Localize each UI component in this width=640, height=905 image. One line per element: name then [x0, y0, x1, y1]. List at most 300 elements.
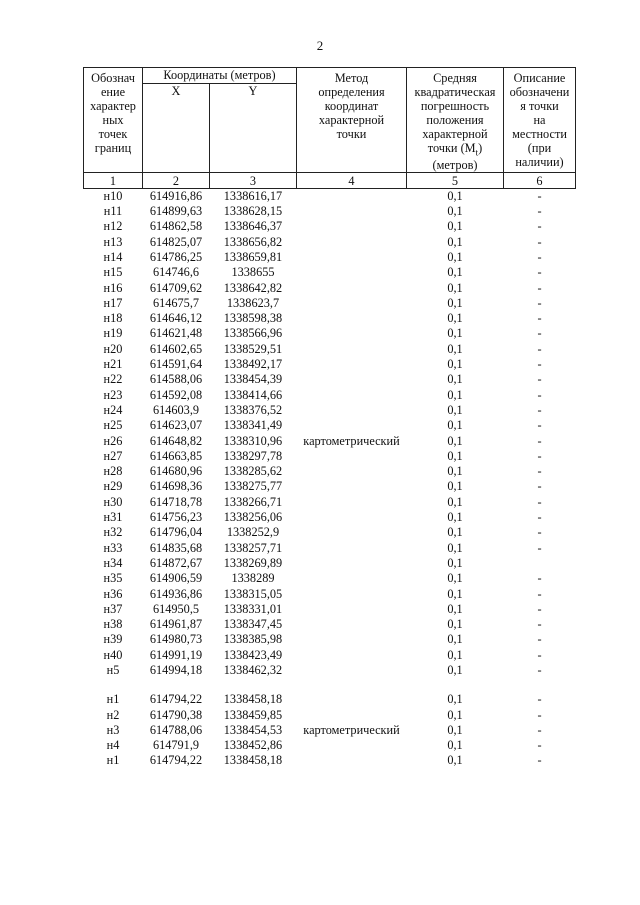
cell-method	[297, 388, 407, 403]
cell-description: -	[537, 525, 542, 540]
cell-point-id: н35	[103, 571, 123, 586]
table-row	[84, 403, 576, 418]
cell-coord-y: 1338454,53	[223, 722, 283, 737]
method-header-line: координат	[324, 99, 379, 114]
cell-point-id: н39	[103, 632, 123, 647]
cell-description: -	[537, 341, 542, 356]
cell-coord-y: 1338266,71	[223, 494, 283, 509]
cell-description: -	[537, 204, 542, 219]
description-header-line: обозначени	[509, 85, 570, 100]
cell-error-value: 0,1	[447, 540, 463, 555]
table-row	[84, 525, 576, 540]
cell-description: -	[537, 663, 542, 677]
cell-coord-x: 614646,12	[149, 311, 203, 326]
cell-point-id: н20	[103, 341, 123, 356]
cell-description: -	[537, 722, 542, 737]
cell-coord-y: 1338529,51	[223, 341, 283, 356]
cell-method	[297, 510, 407, 525]
cell-coord-y: 1338659,81	[223, 249, 283, 264]
table-row	[84, 464, 576, 479]
cell-error-value: 0,1	[447, 464, 463, 479]
cell-error-value: 0,1	[447, 510, 463, 525]
cell-point-id: н27	[103, 448, 123, 463]
cell-coord-y: 1338376,52	[223, 402, 283, 417]
cell-method	[297, 342, 407, 357]
cell-error-value: 0,1	[447, 341, 463, 356]
error-header-line: Средняя	[433, 71, 477, 85]
header-description	[504, 68, 576, 173]
boundary-points-table	[83, 67, 576, 769]
cell-method	[297, 281, 407, 296]
column-number: 6	[504, 172, 576, 188]
cell-point-id: н34	[103, 555, 123, 570]
cell-point-id: н22	[103, 372, 123, 387]
cell-description: -	[537, 311, 542, 326]
cell-description: -	[537, 571, 542, 586]
header-method	[297, 68, 407, 173]
table-row	[84, 571, 576, 586]
method-header-line: точки	[336, 127, 367, 142]
cell-method	[297, 753, 407, 768]
cell-coord-x: 614709,62	[149, 280, 203, 295]
cell-description: -	[537, 372, 542, 387]
cell-coord-x: 614791,9	[152, 738, 200, 753]
cell-description: -	[537, 280, 542, 295]
table-row	[84, 418, 576, 433]
error-header-line: точки $(М_t)$	[427, 141, 483, 158]
cell-error-value: 0,1	[447, 586, 463, 601]
cell-coord-y: 1338459,85	[223, 707, 283, 722]
cell-coord-y: 1338315,05	[223, 586, 283, 601]
cell-description: -	[537, 738, 542, 753]
cell-coord-y: 1338331,01	[223, 601, 283, 616]
cell-description: -	[537, 494, 542, 509]
cell-error-value: 0,1	[447, 357, 463, 372]
designation-header-line: ение	[100, 85, 126, 100]
table-row	[84, 342, 576, 357]
cell-method	[297, 495, 407, 510]
cell-description: -	[537, 249, 542, 264]
description-header-line: я точки	[520, 99, 559, 114]
cell-description: -	[537, 188, 542, 203]
cell-method	[297, 571, 407, 586]
description-header-line: Описание	[513, 71, 566, 85]
cell-error-value: 0,1	[447, 525, 463, 540]
cell-coord-x: 614588,06	[149, 372, 203, 387]
cell-error-value: 0,1	[447, 663, 463, 677]
cell-coord-x: 614680,96	[149, 464, 203, 479]
cell-method	[297, 464, 407, 479]
cell-description: -	[537, 647, 542, 662]
cell-coord-y: 1338310,96	[223, 433, 283, 448]
cell-coord-x: 614591,64	[149, 357, 203, 372]
cell-error-value: 0,1	[447, 722, 463, 737]
cell-description: -	[537, 586, 542, 601]
cell-description: -	[537, 753, 542, 768]
table-row	[84, 708, 576, 723]
table-row	[84, 326, 576, 341]
cell-method	[297, 525, 407, 540]
cell-method	[297, 479, 407, 494]
cell-description: -	[537, 601, 542, 616]
cell-point-id: н1	[106, 753, 120, 768]
cell-description: -	[537, 295, 542, 310]
designation-header-line: Обознач	[91, 71, 135, 85]
cell-method	[297, 418, 407, 433]
cell-error-value: 0,1	[447, 387, 463, 402]
cell-coord-x: 614991,19	[149, 647, 203, 662]
table-row	[84, 510, 576, 525]
header-y: Y	[210, 83, 297, 172]
cell-method	[297, 708, 407, 723]
cell-coord-x: 614835,68	[149, 540, 203, 555]
table-row	[84, 738, 576, 753]
error-header-line: погрешность	[420, 99, 490, 114]
cell-description: -	[537, 402, 542, 417]
cell-point-id: н15	[103, 265, 123, 280]
cell-coord-x: 614794,22	[149, 753, 203, 768]
cell-point-id: н14	[103, 249, 123, 264]
cell-error-value: 0,1	[447, 433, 463, 448]
cell-method	[297, 357, 407, 372]
cell-coord-y: 1338275,77	[223, 479, 283, 494]
header-designation	[84, 68, 143, 173]
cell-coord-y: 1338289	[231, 571, 275, 586]
cell-coord-y: 1338623,7	[226, 295, 280, 310]
cell-coord-x: 614906,59	[149, 571, 203, 586]
table-row	[84, 723, 576, 738]
cell-coord-x: 614899,63	[149, 204, 203, 219]
cell-coord-y: 1338341,49	[223, 418, 283, 433]
cell-error-value: 0,1	[447, 280, 463, 295]
method-header-line: Метод	[334, 71, 369, 85]
cell-coord-y: 1338454,39	[223, 372, 283, 387]
cell-description: -	[537, 387, 542, 402]
designation-header-line: ных	[102, 113, 124, 128]
cell-error-value: 0,1	[447, 448, 463, 463]
cell-coord-x: 614592,08	[149, 387, 203, 402]
cell-error-value: 0,1	[447, 295, 463, 310]
cell-error-value: 0,1	[447, 249, 463, 264]
cell-method	[297, 265, 407, 280]
table-row	[84, 235, 576, 250]
cell-method	[297, 311, 407, 326]
cell-point-id: н1	[106, 692, 120, 707]
column-number: 1	[84, 172, 143, 188]
cell-method	[297, 219, 407, 234]
description-header-line: местности	[512, 127, 567, 142]
cell-method	[297, 738, 407, 753]
cell-description: -	[537, 234, 542, 249]
cell-error-value: 0,1	[447, 738, 463, 753]
header-coordinates: Координаты (метров)	[143, 68, 297, 84]
header-x: X	[143, 83, 210, 172]
cell-coord-x: 614936,86	[149, 586, 203, 601]
cell-point-id: н2	[106, 707, 120, 722]
table-row	[84, 250, 576, 265]
cell-error-value: 0,1	[447, 188, 463, 203]
cell-description: -	[537, 479, 542, 494]
cell-coord-x: 614648,82	[149, 433, 203, 448]
cell-coord-y: 1338646,37	[223, 219, 283, 234]
cell-method: картометрический	[303, 722, 400, 737]
cell-coord-x: 614663,85	[149, 448, 203, 463]
cell-coord-y: 1338462,32	[223, 663, 283, 677]
cell-point-id: н10	[103, 188, 123, 203]
table-row	[84, 204, 576, 219]
cell-coord-y: 1338616,17	[223, 188, 283, 203]
section-gap	[84, 678, 576, 692]
cell-coord-x: 614718,78	[149, 494, 203, 509]
column-number: 2	[143, 172, 210, 188]
cell-point-id: н3	[106, 722, 120, 737]
cell-coord-y: 1338655	[231, 265, 275, 280]
cell-error-value: 0,1	[447, 418, 463, 433]
cell-description: -	[537, 464, 542, 479]
cell-description: -	[537, 357, 542, 372]
cell-coord-y: 1338628,15	[223, 204, 283, 219]
cell-point-id: н36	[103, 586, 123, 601]
cell-coord-x: 614980,73	[149, 632, 203, 647]
cell-error-value: 0,1	[447, 707, 463, 722]
cell-point-id: н40	[103, 647, 123, 662]
cell-coord-y: 1338458,18	[223, 692, 283, 707]
cell-error-value: 0,1	[447, 326, 463, 341]
cell-point-id: н26	[103, 433, 123, 448]
table-row	[84, 188, 576, 204]
cell-point-id: н4	[106, 738, 120, 753]
cell-point-id: н21	[103, 357, 123, 372]
cell-coord-y: 1338297,78	[223, 448, 283, 463]
cell-description: -	[537, 632, 542, 647]
cell-coord-x: 614916,86	[149, 188, 203, 203]
cell-method	[297, 632, 407, 647]
cell-method	[297, 663, 407, 678]
table-row	[84, 692, 576, 707]
cell-error-value: 0,1	[447, 204, 463, 219]
cell-coord-x: 614623,07	[149, 418, 203, 433]
cell-point-id: н32	[103, 525, 123, 540]
cell-coord-y: 1338423,49	[223, 647, 283, 662]
table-row	[84, 753, 576, 768]
cell-coord-x: 614994,18	[149, 663, 203, 677]
cell-point-id: н5	[106, 663, 120, 677]
table-row	[84, 311, 576, 326]
cell-point-id: н25	[103, 418, 123, 433]
cell-description: -	[537, 540, 542, 555]
cell-description: -	[537, 433, 542, 448]
cell-error-value: 0,1	[447, 601, 463, 616]
column-number: 3	[210, 172, 297, 188]
cell-error-value: 0,1	[447, 753, 463, 768]
cell-point-id: н28	[103, 464, 123, 479]
cell-error-value: 0,1	[447, 265, 463, 280]
cell-description: -	[537, 707, 542, 722]
cell-coord-x: 614602,65	[149, 341, 203, 356]
cell-error-value: 0,1	[447, 494, 463, 509]
cell-coord-y: 1338642,82	[223, 280, 283, 295]
cell-coord-x: 614788,06	[149, 722, 203, 737]
description-header-line: на	[533, 113, 546, 128]
cell-point-id: н18	[103, 311, 123, 326]
cell-coord-y: 1338414,66	[223, 387, 283, 402]
cell-point-id: н24	[103, 402, 123, 417]
cell-method	[297, 449, 407, 464]
cell-coord-x: 614862,58	[149, 219, 203, 234]
table-row	[84, 663, 576, 678]
table-row	[84, 449, 576, 464]
header-error	[407, 68, 504, 173]
cell-description: -	[537, 692, 542, 707]
cell-method	[297, 204, 407, 219]
description-header-line: (при	[527, 141, 552, 156]
cell-coord-y: 1338385,98	[223, 632, 283, 647]
table-row	[84, 479, 576, 494]
cell-point-id: н33	[103, 540, 123, 555]
cell-coord-x: 614603,9	[152, 402, 200, 417]
page-number: 2	[316, 38, 324, 53]
cell-method	[297, 296, 407, 311]
cell-coord-y: 1338598,38	[223, 311, 283, 326]
cell-description: -	[537, 448, 542, 463]
table-row	[84, 617, 576, 632]
cell-coord-y: 1338458,18	[223, 753, 283, 768]
cell-error-value: 0,1	[447, 311, 463, 326]
cell-point-id: н12	[103, 219, 123, 234]
cell-method: картометрический	[303, 433, 400, 448]
cell-method	[297, 556, 407, 571]
table-row	[84, 434, 576, 449]
cell-coord-x: 614950,5	[152, 601, 200, 616]
cell-coord-y: 1338252,9	[226, 525, 280, 540]
cell-point-id: н19	[103, 326, 123, 341]
column-number-row	[84, 172, 576, 188]
method-header-line: определения	[318, 85, 385, 100]
cell-description: -	[537, 617, 542, 632]
cell-coord-y: 1338285,62	[223, 464, 283, 479]
description-header-line: наличии)	[515, 155, 564, 170]
cell-error-value: 0,1	[447, 479, 463, 494]
cell-description	[504, 556, 576, 571]
table-row	[84, 296, 576, 311]
cell-coord-x: 614796,04	[149, 525, 203, 540]
cell-coord-x: 614698,36	[149, 479, 203, 494]
cell-error-value: 0,1	[447, 571, 463, 586]
cell-coord-x: 614794,22	[149, 692, 203, 707]
table-row	[84, 648, 576, 663]
table-row	[84, 265, 576, 280]
cell-coord-y: 1338347,45	[223, 617, 283, 632]
cell-coord-y: 1338656,82	[223, 234, 283, 249]
cell-coord-y: 1338492,17	[223, 357, 283, 372]
table-row	[84, 556, 576, 571]
cell-error-value: 0,1	[447, 555, 463, 570]
cell-error-value: 0,1	[447, 219, 463, 234]
cell-point-id: н31	[103, 510, 123, 525]
cell-error-value: 0,1	[447, 234, 463, 249]
cell-method	[297, 326, 407, 341]
table-row	[84, 602, 576, 617]
cell-coord-y: 1338256,06	[223, 510, 283, 525]
cell-coord-x: 614786,25	[149, 249, 203, 264]
cell-coord-y: 1338257,71	[223, 540, 283, 555]
cell-description: -	[537, 265, 542, 280]
cell-point-id: н29	[103, 479, 123, 494]
cell-coord-x: 614825,07	[149, 234, 203, 249]
cell-coord-y: 1338269,89	[223, 555, 283, 570]
cell-point-id: н13	[103, 234, 123, 249]
error-header-line: (метров)	[432, 157, 478, 172]
cell-description: -	[537, 326, 542, 341]
cell-error-value: 0,1	[447, 372, 463, 387]
cell-method	[297, 602, 407, 617]
cell-error-value: 0,1	[447, 617, 463, 632]
table-body	[84, 188, 576, 768]
cell-coord-x: 614621,48	[149, 326, 203, 341]
cell-point-id: н37	[103, 601, 123, 616]
cell-coord-x: 614790,38	[149, 707, 203, 722]
designation-header-line: точек	[98, 127, 128, 142]
cell-method	[297, 692, 407, 707]
table-row	[84, 632, 576, 647]
table-row	[84, 587, 576, 602]
table-row	[84, 281, 576, 296]
cell-method	[297, 188, 407, 204]
cell-method	[297, 648, 407, 663]
cell-method	[297, 403, 407, 418]
table-row	[84, 219, 576, 234]
cell-error-value: 0,1	[447, 647, 463, 662]
cell-coord-x: 614872,67	[149, 555, 203, 570]
cell-point-id: н16	[103, 280, 123, 295]
cell-method	[297, 617, 407, 632]
table-row	[84, 372, 576, 387]
cell-method	[297, 250, 407, 265]
cell-method	[297, 541, 407, 556]
cell-point-id: н23	[103, 387, 123, 402]
cell-coord-x: 614746,6	[152, 265, 200, 280]
cell-description: -	[537, 219, 542, 234]
cell-coord-y: 1338452,86	[223, 738, 283, 753]
cell-coord-x: 614675,7	[152, 295, 200, 310]
table-row	[84, 541, 576, 556]
cell-error-value: 0,1	[447, 692, 463, 707]
cell-point-id: н30	[103, 494, 123, 509]
cell-error-value: 0,1	[447, 402, 463, 417]
cell-coord-x: 614756,23	[149, 510, 203, 525]
cell-method	[297, 372, 407, 387]
table-row	[84, 388, 576, 403]
cell-coord-x: 614961,87	[149, 617, 203, 632]
column-number: 4	[297, 172, 407, 188]
designation-header-line: границ	[94, 141, 132, 156]
cell-method	[297, 235, 407, 250]
cell-error-value: 0,1	[447, 632, 463, 647]
cell-point-id: н17	[103, 295, 123, 310]
column-number: 5	[407, 172, 504, 188]
cell-point-id: н11	[103, 204, 123, 219]
table-row	[84, 495, 576, 510]
cell-method	[297, 587, 407, 602]
error-header-line: положения	[426, 113, 484, 128]
error-header-line: квадратическая	[414, 85, 496, 100]
designation-header-line: характер	[90, 99, 136, 114]
error-header-line: характерной	[422, 127, 488, 142]
cell-description: -	[537, 418, 542, 433]
table-row	[84, 357, 576, 372]
method-header-line: характерной	[318, 113, 385, 128]
cell-point-id: н38	[103, 617, 123, 632]
